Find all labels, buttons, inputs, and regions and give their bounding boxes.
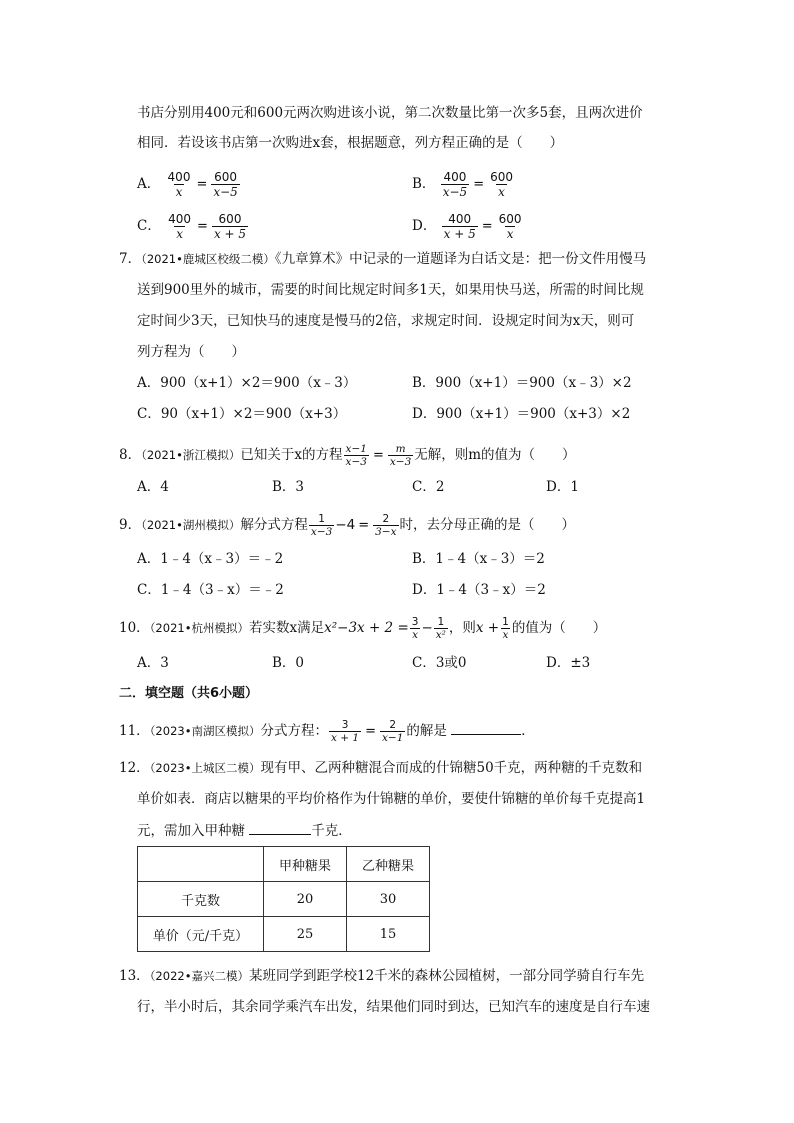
fraction: $\frac{1}{\text{x²}}$: [435, 616, 446, 641]
q8-option-b[interactable]: B．3: [272, 479, 305, 495]
question-text: 已知关于x的方程: [240, 447, 343, 463]
question-source: （2021•湖州模拟）: [141, 518, 241, 532]
question-source: （2022•嘉兴二模）: [149, 969, 249, 983]
option-label: C．: [137, 218, 161, 234]
fraction: $\frac{1}{x-3}$: [310, 513, 333, 538]
q8-text-line-1: 8．（2021•浙江模拟）已知关于x的方程 $\frac{x-1}{x-3}$ = $\frac{m}{x-3}$ 无解，则m的值为（ ）: [119, 443, 576, 468]
question-number: 9．: [119, 517, 142, 533]
q9-text-line-1: 9．（2021•湖州模拟）解分式方程 $\frac{1}{x-3}$ −4 = $\frac{2}{3-x}$ 时，去分母正确的是（ ）: [119, 513, 576, 538]
fraction: $\frac{600}{x + 5}$: [213, 212, 247, 241]
q12-text-line-2: 单价如表．商店以糖果的平均价格作为什锦糖的单价，要使什锦糖的单价每千克提高1: [137, 791, 646, 807]
q13-text-line-2: 行，半小时后，其余同学乘汽车出发，结果他们同时到达，已知汽车的速度是自行车速: [137, 999, 650, 1015]
q8-option-c[interactable]: C．2: [412, 479, 445, 495]
fraction: $\frac{x-1}{x-3}$: [345, 443, 367, 468]
table-cell: 千克数: [138, 882, 264, 917]
question-text: 现有甲、乙两种糖混合而成的什锦糖50千克，两种糖的千克数和: [260, 760, 643, 776]
fraction: $\frac{600}{x}$: [498, 212, 522, 241]
table-cell: 25: [264, 917, 347, 952]
option-label: B．: [412, 176, 436, 192]
q6-option-d[interactable]: D． $\frac{400}{x + 5}$ = $\frac{600}{x}$: [412, 212, 522, 241]
q9-option-c[interactable]: C．1﹣4（3﹣x）＝﹣2: [137, 582, 284, 598]
q7-option-c[interactable]: C．90（x+1）×2＝900（x+3）: [137, 406, 347, 422]
question-source: （2021•鹿城区校级二模）: [141, 252, 275, 266]
question-source: （2023•南湖区模拟）: [149, 724, 261, 738]
fraction: $\frac{3}{x + 1}$: [331, 719, 360, 744]
q8-option-a[interactable]: A．4: [137, 479, 169, 495]
q7-text-line-3: 定时间少3天，已知快马的速度是慢马的2倍，求规定时间．设规定时间为x天，则可: [137, 313, 635, 329]
question-text: 无解，则m的值为（ ）: [414, 447, 576, 463]
table-cell: 20: [264, 882, 347, 917]
q12-text-line-3: 元，需加入甲种糖 千克．: [137, 820, 352, 841]
table-cell: 单价（元/千克）: [138, 917, 264, 952]
answer-blank[interactable]: [249, 820, 311, 835]
q10-text-line-1: 10．（2021•杭州模拟）若实数x满足x²−3x + 2 = $\frac{3}{x}$ − $\frac{1}{\text{x²}}$ ，则x + $\frac{1}{x}$ 的值为（ ）: [119, 616, 607, 641]
fraction: $\frac{2}{3-x}$: [375, 513, 397, 538]
q13-text-line-1: [119, 966, 644, 986]
fraction: $\frac{400}{x-5}$: [442, 170, 468, 199]
fraction: $\frac{m}{x-3}$: [389, 443, 412, 468]
q9-option-a[interactable]: A．1﹣4（x﹣3）＝﹣2: [137, 551, 284, 567]
question-source: （2021•浙江模拟）: [141, 448, 241, 462]
table-row: [138, 882, 430, 917]
question-number: 8．: [119, 447, 142, 463]
question-text: 时，去分母正确的是（ ）: [399, 517, 576, 533]
q12-text-line-1: [119, 758, 642, 778]
q10-option-c[interactable]: C．3或0: [412, 655, 467, 671]
question-text: 的解是: [406, 723, 447, 739]
q11-text-line-1: 11．（2023•南湖区模拟）分式方程： $\frac{3}{x + 1}$ = $\frac{2}{x-1}$ 的解是 ．: [119, 719, 535, 744]
q7-text-line-1: [119, 249, 646, 269]
option-label: D．: [412, 218, 437, 234]
question-text: 《九章算术》中记录的一道题译为白话文是：把一份文件用慢马: [274, 251, 647, 267]
question-text: 的值为（ ）: [511, 620, 607, 636]
q10-option-a[interactable]: A．3: [137, 655, 169, 671]
q6-text-line-1: 书店分别用400元和600元两次购进该小说，第二次数量比第一次多5套，且两次进价: [137, 105, 643, 121]
fraction: $\frac{400}{x}$: [167, 170, 191, 199]
fraction: $\frac{400}{x + 5}$: [443, 212, 476, 241]
fraction: $\frac{400}{x}$: [168, 212, 192, 241]
fraction: $\frac{1}{x}$: [502, 616, 509, 641]
candy-table: [137, 846, 430, 952]
question-number: 7．: [119, 251, 142, 267]
q7-option-a[interactable]: A．900（x+1）×2＝900（x﹣3）: [137, 375, 357, 391]
table-cell: 30: [347, 882, 430, 917]
table-header-cell: 乙种糖果: [347, 847, 430, 882]
question-text: 分式方程：: [260, 723, 328, 739]
q9-option-b[interactable]: B．1﹣4（x﹣3）＝2: [412, 551, 545, 567]
q7-text-line-4: 列方程为（ ）: [137, 344, 245, 360]
table-row: [138, 917, 430, 952]
math-expression: x +: [475, 620, 500, 636]
option-label: A．: [137, 176, 161, 192]
answer-blank[interactable]: [451, 720, 521, 735]
fraction: $\frac{3}{x}$: [411, 616, 419, 641]
q6-text-line-2: 相同．若设该书店第一次购进x套，根据题意，列方程正确的是（ ）: [137, 135, 564, 151]
fraction: $\frac{600}{x}$: [490, 170, 513, 199]
q10-option-b[interactable]: B．0: [272, 655, 305, 671]
question-text: 若实数x满足: [249, 620, 325, 636]
table-header-cell: 甲种糖果: [264, 847, 347, 882]
q10-option-d[interactable]: D．±3: [546, 655, 591, 671]
table-header-row: [138, 847, 430, 882]
question-number: 10．: [119, 620, 150, 636]
fraction: $\frac{2}{x-1}$: [381, 719, 404, 744]
question-number: 12．: [119, 760, 150, 776]
q6-option-c[interactable]: C． $\frac{400}{x}$ = $\frac{600}{x + 5}$: [137, 212, 247, 241]
math-expression: x²−3x + 2 =: [324, 620, 409, 636]
question-number: 11．: [119, 723, 150, 739]
q7-option-d[interactable]: D．900（x+1）＝900（x+3）×2: [412, 406, 631, 422]
q7-option-b[interactable]: B．900（x+1）＝900（x﹣3）×2: [412, 375, 632, 391]
q6-option-a[interactable]: A． $\frac{400}{x}$ = $\frac{600}{x-5}$: [137, 170, 238, 199]
question-number: 13．: [119, 968, 150, 984]
question-source: （2023•上城区二模）: [149, 761, 261, 775]
q9-option-d[interactable]: D．1﹣4（3﹣x）＝2: [412, 582, 546, 598]
table-cell: 15: [347, 917, 430, 952]
q8-option-d[interactable]: D．1: [546, 479, 579, 495]
q6-option-b[interactable]: B． $\frac{400}{x-5}$ = $\frac{600}{x}$: [412, 170, 513, 199]
fraction: $\frac{600}{x-5}$: [213, 170, 238, 199]
question-text: 某班同学到距学校12千米的森林公园植树，一部分同学骑自行车先: [249, 968, 645, 984]
question-source: （2021•杭州模拟）: [149, 621, 249, 635]
question-text: 解分式方程: [240, 517, 308, 533]
table-header-cell: [138, 847, 264, 882]
q7-text-line-2: 送到900里外的城市，需要的时间比规定时间多1天，如果用快马送，所需的时间比规: [137, 282, 644, 298]
section-heading: 二．填空题（共6小题）: [119, 686, 259, 701]
